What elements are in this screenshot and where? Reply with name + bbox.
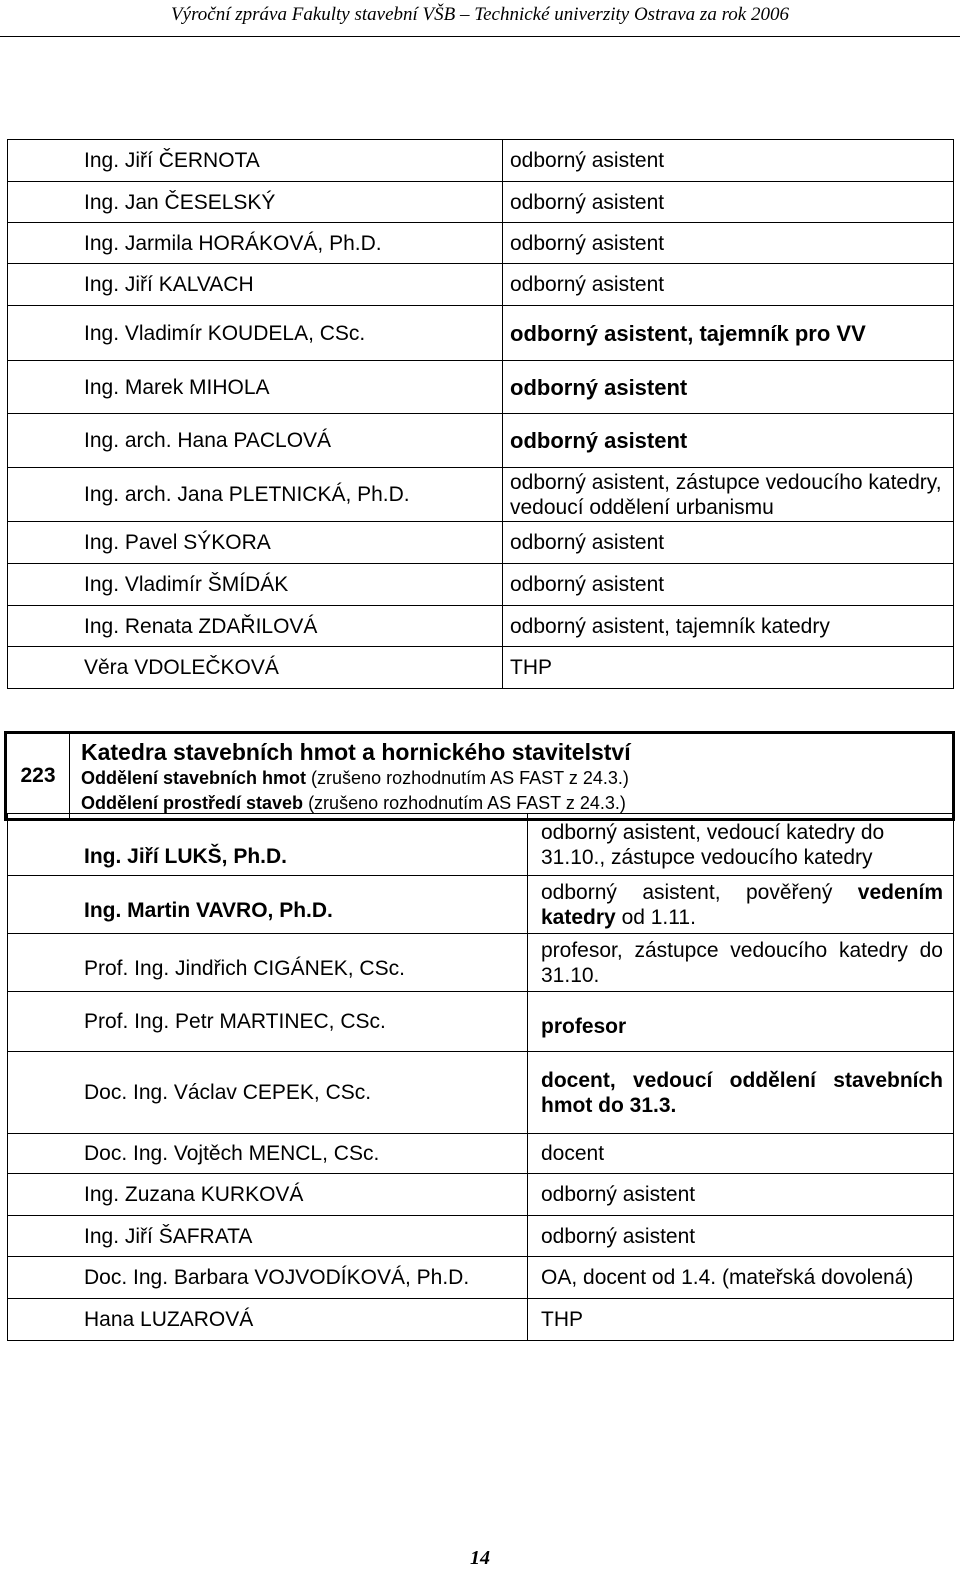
table-row xyxy=(8,182,954,223)
staff-name: Ing. Vladimír KOUDELA, CSc. xyxy=(8,306,503,361)
table-row xyxy=(8,876,954,934)
section-note: (zrušeno rozhodnutím AS FAST z 24.3.) xyxy=(303,793,626,813)
header-rule xyxy=(0,36,960,37)
staff-name: Ing. arch. Jana PLETNICKÁ, Ph.D. xyxy=(8,468,503,522)
section-note: (zrušeno rozhodnutím AS FAST z 24.3.) xyxy=(306,768,629,788)
table-row xyxy=(8,814,954,876)
staff-name: Ing. Jiří ČERNOTA xyxy=(8,140,503,182)
staff-name: Ing. Marek MIHOLA xyxy=(8,361,503,414)
staff-position: odborný asistent xyxy=(528,1216,954,1257)
table-row xyxy=(8,361,954,414)
staff-name: Doc. Ing. Barbara VOJVODÍKOVÁ, Ph.D. xyxy=(8,1257,528,1299)
staff-position: odborný asistent xyxy=(503,140,954,182)
table-row xyxy=(8,414,954,468)
staff-position: odborný asistent xyxy=(503,182,954,223)
page-number: 14 xyxy=(470,1547,490,1569)
table-row xyxy=(8,992,954,1052)
staff-table-2 xyxy=(7,813,954,1341)
staff-position: THP xyxy=(503,647,954,689)
staff-name: Ing. Jarmila HORÁKOVÁ, Ph.D. xyxy=(8,223,503,264)
table-row xyxy=(8,564,954,606)
table-row xyxy=(8,264,954,306)
table-row xyxy=(8,1257,954,1299)
department-info xyxy=(81,738,631,816)
table-row xyxy=(8,140,954,182)
table-row xyxy=(8,606,954,647)
position-text: odborný asistent, pověřený xyxy=(541,880,833,904)
table-row xyxy=(8,647,954,689)
staff-position: odborný asistent xyxy=(503,361,954,414)
staff-name: Prof. Ing. Petr MARTINEC, CSc. xyxy=(8,992,528,1052)
staff-position: odborný asistent xyxy=(503,223,954,264)
staff-name: Ing. arch. Hana PACLOVÁ xyxy=(8,414,503,468)
table-row xyxy=(8,306,954,361)
staff-position: THP xyxy=(528,1299,954,1341)
table-row xyxy=(8,1299,954,1341)
staff-position: odborný asistent, vedoucí katedry do 31.10., zástupce vedoucího katedry xyxy=(528,814,954,876)
staff-position: odborný asistent, tajemník katedry xyxy=(503,606,954,647)
department-title: Katedra stavebních hmot a hornického stavitelství xyxy=(81,739,631,765)
table-row xyxy=(8,223,954,264)
table-row xyxy=(8,1134,954,1174)
staff-position: odborný asistent xyxy=(528,1174,954,1216)
staff-name: Doc. Ing. Václav CEPEK, CSc. xyxy=(8,1052,528,1134)
table-row xyxy=(8,1174,954,1216)
staff-name: Ing. Renata ZDAŘILOVÁ xyxy=(8,606,503,647)
staff-table-1 xyxy=(7,139,954,689)
staff-name: Věra VDOLEČKOVÁ xyxy=(8,647,503,689)
section-name: Oddělení stavebních hmot xyxy=(81,768,307,788)
table-row xyxy=(8,522,954,564)
staff-name: Ing. Pavel SÝKORA xyxy=(8,522,503,564)
staff-name: Ing. Martin VAVRO, Ph.D. xyxy=(8,876,528,934)
staff-position: odborný asistent xyxy=(503,414,954,468)
section-name: Oddělení prostředí staveb xyxy=(81,793,304,813)
staff-position: docent, vedoucí oddělení stavebních hmot do 31.3. xyxy=(528,1052,954,1134)
staff-name: Ing. Jiří KALVACH xyxy=(8,264,503,306)
staff-position: profesor, zástupce vedoucího katedry do 31.10. xyxy=(528,934,954,992)
staff-name: Prof. Ing. Jindřich CIGÁNEK, CSc. xyxy=(8,934,528,992)
staff-position: odborný asistent, tajemník pro VV xyxy=(503,306,954,361)
staff-position: odborný asistent, zástupce vedoucího katedry, vedoucí oddělení urbanismu xyxy=(503,468,954,522)
staff-name: Ing. Vladimír ŠMÍDÁK xyxy=(8,564,503,606)
table-row xyxy=(8,1216,954,1257)
staff-position: odborný asistent xyxy=(503,564,954,606)
department-number: 223 xyxy=(7,734,70,818)
staff-name: Ing. Jan ČESELSKÝ xyxy=(8,182,503,223)
staff-position: docent xyxy=(528,1134,954,1174)
department-header xyxy=(4,731,955,821)
staff-name: Doc. Ing. Vojtěch MENCL, CSc. xyxy=(8,1134,528,1174)
department-section-1 xyxy=(81,766,631,791)
position-emphasis: vedením katedry xyxy=(541,880,943,929)
table-row xyxy=(8,468,954,522)
staff-name: Ing. Jiří ŠAFRATA xyxy=(8,1216,528,1257)
position-text: od 1.11. xyxy=(621,905,696,929)
table-row xyxy=(8,934,954,992)
staff-position xyxy=(528,876,954,934)
staff-position: odborný asistent xyxy=(503,522,954,564)
staff-position: OA, docent od 1.4. (mateřská dovolená) xyxy=(528,1257,954,1299)
table-row xyxy=(8,1052,954,1134)
staff-name: Ing. Zuzana KURKOVÁ xyxy=(8,1174,528,1216)
staff-name: Ing. Jiří LUKŠ, Ph.D. xyxy=(8,814,528,876)
staff-position: profesor xyxy=(528,992,954,1052)
staff-name: Hana LUZAROVÁ xyxy=(8,1299,528,1341)
staff-position: odborný asistent xyxy=(503,264,954,306)
page-header: Výroční zpráva Fakulty stavební VŠB – Technické univerzity Ostrava za rok 2006 xyxy=(171,4,789,25)
